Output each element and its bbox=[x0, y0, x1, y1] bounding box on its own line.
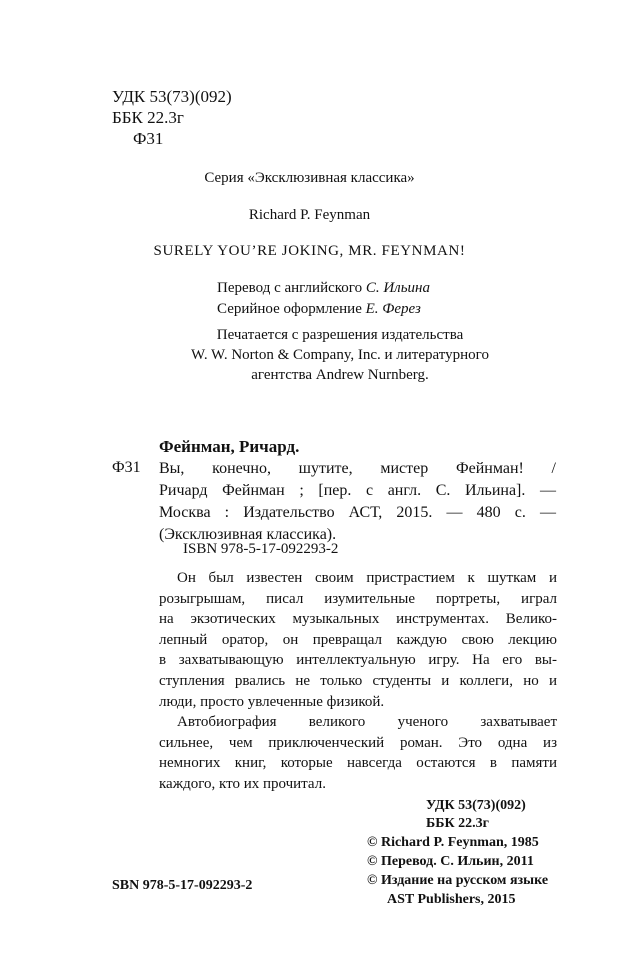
annotation-line: каждого, кто их прочитал. bbox=[159, 775, 326, 792]
copyright-line: © Richard P. Feynman, 1985 bbox=[367, 835, 539, 850]
udk-code-bottom: УДК 53(73)(092) bbox=[426, 798, 526, 813]
permission-line-2: W. W. Norton & Company, Inc. и литературного bbox=[191, 347, 489, 363]
annotation-line: на экзотических музыкальных инструментах. Велико- bbox=[159, 611, 557, 628]
catalog-description bbox=[159, 458, 556, 546]
translation-label: Перевод с английского bbox=[217, 280, 363, 296]
catalog-isbn: ISBN 978-5-17-092293-2 bbox=[183, 541, 339, 557]
copyright-line: © Издание на русском языке bbox=[367, 873, 549, 888]
permission-line-3: агентства Andrew Nurnberg. bbox=[251, 367, 429, 383]
annotation-line: лепный оратор, он превращал каждую свою лекцию bbox=[159, 631, 557, 648]
annotation bbox=[159, 568, 557, 795]
bbk-code-bottom: ББК 22.3г bbox=[426, 816, 490, 831]
translation-credit bbox=[217, 277, 430, 299]
catalog-mark: Ф31 bbox=[112, 459, 141, 476]
author-mark: Ф31 bbox=[133, 129, 164, 148]
annotation-line: розыгрышам, писал изумительные портреты, играл bbox=[159, 590, 557, 607]
annotation-line: сильнее, чем приключенческий роман. Это одна из bbox=[159, 734, 557, 751]
udk-code: УДК 53(73)(092) bbox=[112, 87, 232, 106]
design-credit bbox=[217, 298, 421, 320]
isbn-bottom: SBN 978-5-17-092293-2 bbox=[112, 878, 253, 893]
annotation-line: Он был известен своим пристрастием к шуткам и bbox=[177, 570, 557, 586]
annotation-line: немногих книг, которые навсегда остаются в памяти bbox=[159, 755, 557, 772]
catalog-line: Ричард Фейнман ; [пер. с англ. С. Ильина]. — bbox=[159, 482, 556, 499]
permission-line-1: Печатается с разрешения издательства bbox=[216, 327, 464, 343]
translator-name: С. Ильина bbox=[365, 280, 430, 296]
catalog-line: Вы, конечно, шутите, мистер Фейнман! / bbox=[159, 460, 556, 477]
bbk-code: ББК 22.3г bbox=[112, 108, 184, 127]
copyright-line: AST Publishers, 2015 bbox=[387, 892, 516, 907]
original-author: Richard P. Feynman bbox=[248, 207, 371, 223]
annotation-line: люди, просто увлеченные физикой. bbox=[159, 693, 385, 710]
annotation-line: ступления рвались не только студенты и коллеги, но и bbox=[159, 672, 557, 689]
original-title: SURELY YOU’RE JOKING, MR. FEYNMAN! bbox=[153, 243, 466, 259]
series-line: Серия «Эксклюзивная классика» bbox=[204, 170, 415, 186]
catalog-author-heading: Фейнман, Ричард. bbox=[159, 437, 300, 456]
designer-name: Е. Ферез bbox=[365, 301, 421, 317]
catalog-line: (Эксклюзивная классика). bbox=[159, 526, 337, 543]
annotation-line: Автобиография великого ученого захватывает bbox=[177, 714, 557, 731]
copyright-line: © Перевод. С. Ильин, 2011 bbox=[367, 854, 534, 869]
catalog-line: Москва : Издательство АСТ, 2015. — 480 с. — bbox=[159, 504, 556, 521]
annotation-line: в захватывающую интеллектуальную игру. На его вы- bbox=[159, 652, 557, 669]
design-label: Серийное оформление bbox=[217, 301, 362, 317]
